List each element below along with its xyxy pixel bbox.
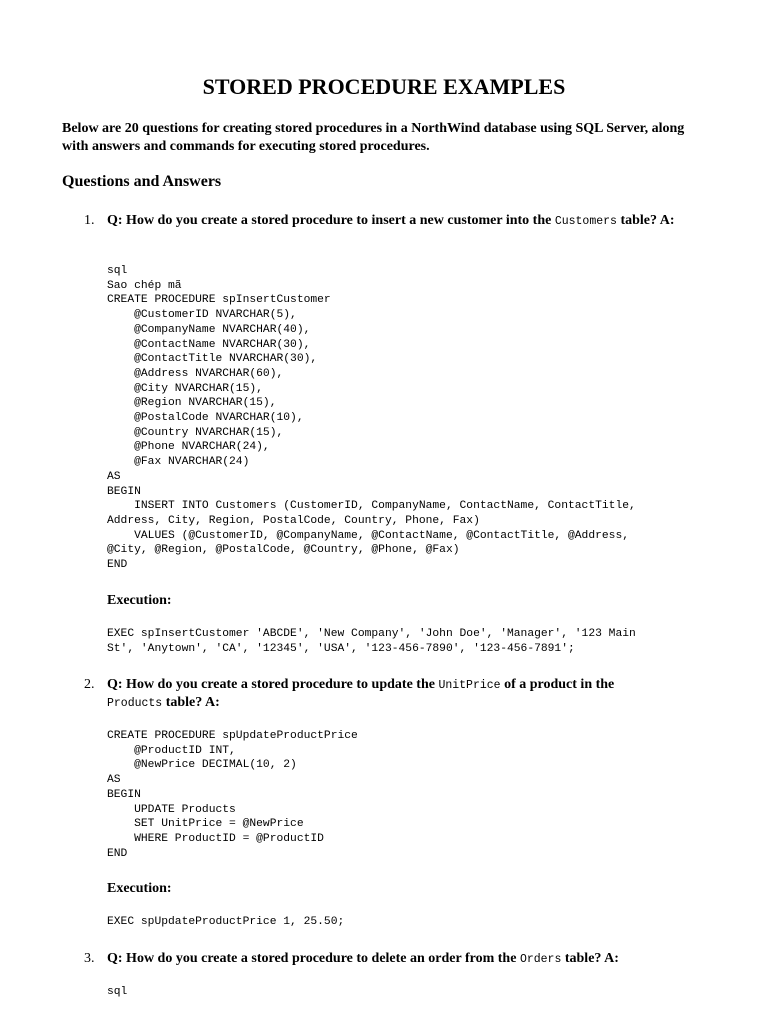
code-block: CREATE PROCEDURE spUpdateProductPrice @ProductID INT, @NewPrice DECIMAL(10, 2) AS BEGIN UPDATE Products SET UnitPrice = @NewPrice WHERE ProductID = @ProductID END [107, 730, 358, 860]
question-text-part: Q: How do you create a stored procedure to update the [107, 677, 439, 692]
section-heading: Questions and Answers [62, 173, 222, 190]
question-text [107, 676, 717, 712]
inline-code: UnitPrice [438, 679, 501, 692]
execution-code-block: EXEC spInsertCustomer 'ABCDE', 'New Company', 'John Doe', 'Manager', '123 Main St', 'Anytown', 'CA', '12345', 'USA', '123-456-7890', '123-456-7891'; [107, 628, 636, 655]
question-text-part: Q: How do you create a stored procedure to insert a new customer into the [107, 213, 555, 228]
page-title: STORED PROCEDURE EXAMPLES [202, 74, 566, 99]
inline-code: Products [107, 697, 163, 710]
question-text [107, 212, 717, 230]
question-text-part: table? A: [162, 695, 220, 710]
question-text-part: of a product in the [500, 677, 615, 692]
question-text [107, 950, 717, 968]
code-block: sql [107, 986, 128, 998]
execution-label: Execution: [107, 593, 172, 608]
question-number: 3. [84, 951, 95, 966]
inline-code: Orders [519, 953, 562, 966]
execution-code-block: EXEC spUpdateProductPrice 1, 25.50; [107, 916, 345, 928]
code-block: sql Sao chép mã CREATE PROCEDURE spInsertCustomer @CustomerID NVARCHAR(5), @CompanyName NVARCHAR(40), @ContactName NVARCHAR(30), @ContactTitle NVARCHAR(30), @Address NVARCHAR(60), @City NVARCHAR(15), @Region NVARCHAR(15), @PostalCode NVARCHAR(10), @Country NVARCHAR(15), @Phone NVARCHAR(24), @Fax NVARCHAR(24) AS BEGIN INSERT INTO Customers (CustomerID, CompanyName, ContactName, ContactTitle, Address, City, Region, PostalCode, Country, Phone, Fax) VALUES (@CustomerID, @CompanyName, @ContactName, @ContactTitle, @Address, @City, @Region, @PostalCode, @Country, @Phone, @Fax) END [107, 265, 636, 572]
intro-paragraph: Below are 20 questions for creating stored procedures in a NorthWind database using SQL Server, along with answers and commands for executing stored procedures. [62, 121, 685, 154]
question-number: 1. [84, 213, 95, 228]
question-text-part: Q: How do you create a stored procedure to delete an order from the [107, 951, 520, 966]
question-text-part: table? A: [561, 951, 619, 966]
inline-code: Customers [554, 215, 617, 228]
question-text-part: table? A: [616, 213, 675, 228]
question-number: 2. [84, 677, 95, 692]
execution-label: Execution: [107, 881, 172, 896]
